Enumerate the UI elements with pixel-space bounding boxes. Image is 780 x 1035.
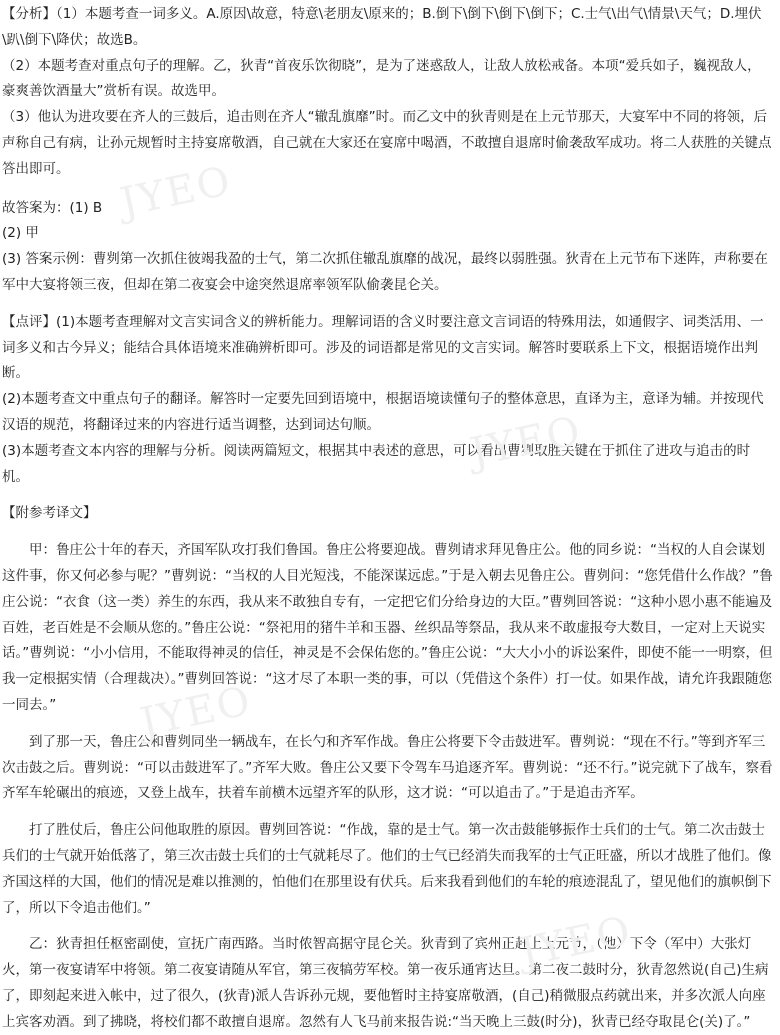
analysis-heading: 【分析】 [2, 6, 56, 22]
translation-paragraph-1: 甲：鲁庄公十年的春天，齐国军队攻打我们鲁国。鲁庄公将要迎战。曹刿请求拜见鲁庄公。他的同乡说：“当权的人自会谋划这件事，你又何必参与呢？”曹刿说：“当权的人目光短浅，不能深谋远虑。”于是入朝去见鲁庄公。曹刿问：“您凭借什么作战？”鲁庄公说：“衣食（这一类）养生的东西，我从来不敢独自专有，一定把它们分给身边的大臣。”曹刿回答说：“这种小恩小惠不能遍及百姓，老百姓是不会顺从您的。”鲁庄公说：“祭祀用的猪牛羊和玉器、丝织品等祭品，我从来不敢虚报夸大数目，一定对上天说实话。”曹刿说：“小小信用，不能取得神灵的信任，神灵是不会保佑您的。”鲁庄公说：“大大小小的诉讼案件，即使不能一一明察，但我一定根据实情（合理裁决）。”曹刿回答说：“这才尽了本职一类的事，可以（凭借这个条件）打一仗。如果作战，请允许我跟随您一同去。” [2, 542, 773, 713]
translation-section [2, 501, 774, 1035]
watermark: JYEO [466, 407, 586, 477]
review-paragraph-3: (3)本题考查文本内容的理解与分析。阅读两篇短文，根据其中表述的意思，可以看出曹刿取胜关键在于抓住了进攻与追击的时机。 [2, 442, 751, 485]
review-paragraph-2: (2)本题考查文中重点句子的翻译。解答时一定要先回到语境中，根据语境读懂句子的整体意思，直译为主，意译为辅。并按现代汉语的规范，将翻译过来的内容进行适当调整，达到词达句顺。 [2, 391, 764, 433]
watermark: JYEO [136, 677, 256, 747]
analysis-paragraph-3: （3）他认为进攻要在齐人的三鼓后，追击则在齐人“辙乱旗靡”时。而乙文中的狄青则是在上元节那天，大宴军中不同的将领，后声称自己有病，让孙元规暂时主持宴席敬酒，自己就在大家还在宴席中喝酒，不敢擅自退席时偷袭敌军成功。将二人获胜的关键点答出即可。 [2, 109, 772, 177]
answer-line-3: (3) 答案示例：曹刿第一次抓住彼竭我盈的士气，第二次抓住辙乱旗靡的战况，最终以弱胜强。狄青在上元节布下迷阵，声称要在军中大宴将领三夜，但却在第二夜宴会中途突然退席率领军队偷袭昆仑关。 [2, 251, 768, 293]
translation-paragraph-2: 到了那一天，鲁庄公和曹刿同坐一辆战车，在长勺和齐军作战。鲁庄公将要下令击鼓进军。曹刿说：“现在不行。”等到齐军三次击鼓之后。曹刿说：“可以击鼓进军了。”齐军大败。鲁庄公又要下令驾车马追逐齐军。曹刿说：“还不行。”说完就下了战车，察看齐军车轮碾出的痕迹，又登上战车，扶着车前横木远望齐军的队形，这才说：“可以追击了。”于是追击齐军。 [2, 733, 773, 802]
analysis-paragraph-1: 【分析】（1）本题考查一词多义。A.原因\故意，特意\老朋友\原来的；B.倒下\倒下\倒下\倒下；C.士气\出气\情景\天气；D.埋伏\趴\倒下\降伏；故选B。 [2, 6, 762, 48]
translation-paragraph-3: 打了胜仗后，鲁庄公问他取胜的原因。曹刿回答说：“作战，靠的是士气。第一次击鼓能够振作士兵们的士气。第二次击鼓士兵们的士气就开始低落了，第三次击鼓士兵们的士气就耗尽了。他们的士气已经消失而我军的士气正旺盛，所以才战胜了他们。像齐国这样的大国，他们的情况是难以推测的，怕他们在那里设有伏兵。后来我看到他们的车轮的痕迹混乱了，望见他们的旗帜倒下了，所以下令追击他们。” [2, 822, 772, 916]
analysis-paragraph-2: （2）本题考查对重点句子的理解。乙，狄青“首夜乐饮彻晓”，是为了迷惑敌人，让敌人放松戒备。本项“爱兵如子，巍视敌人，豪爽善饮酒量大”赏析有误。故选甲。 [2, 57, 761, 100]
translation-heading: 【附参考译文】 [2, 505, 97, 522]
review-section [2, 310, 774, 491]
watermark: JYEO [516, 907, 636, 977]
review-paragraph-1: 【点评】(1)本题考查理解对文言实词含义的辨析能力。理解词语的含义时要注意文言词语的特殊用法，如通假字、词类活用、一词多义和古今异义；能结合具体语境来准确辨析即可。涉及的词语都是常见的文言实词。解答时要联系上下文，根据语境作出判断。 [2, 313, 764, 382]
answer-line-1: 故答案为：(1) B [2, 199, 103, 216]
answer-line-2: (2) 甲 [2, 225, 39, 242]
watermark: JYEO [116, 157, 236, 227]
analysis-section [2, 2, 774, 183]
answers-section [2, 196, 774, 299]
translation-paragraph-4: 乙：狄青担任枢密副使，宣抚广南西路。当时侬智高据守昆仑关。狄青到了宾州正赶上上元节，（他）下令（军中）大张灯火，第一夜宴请军中将领。第二夜宴请随从军官，第三夜犒劳军校。第一夜乐通宵达旦。第二夜二鼓时分，狄青忽然说(自己)生病了，即刻起来进入帐中，过了很久，(狄青)派人告诉孙元规，要他暂时主持宴席敬酒，(自己)稍微服点药就出来，并多次派人向座上宾客劝酒。到了拂晓，将校们都不敢擅自退席。忽然有人飞马前来报告说:“当天晚上三鼓(时分)，狄青已经夺取昆仑(关)了。” [2, 936, 769, 1030]
